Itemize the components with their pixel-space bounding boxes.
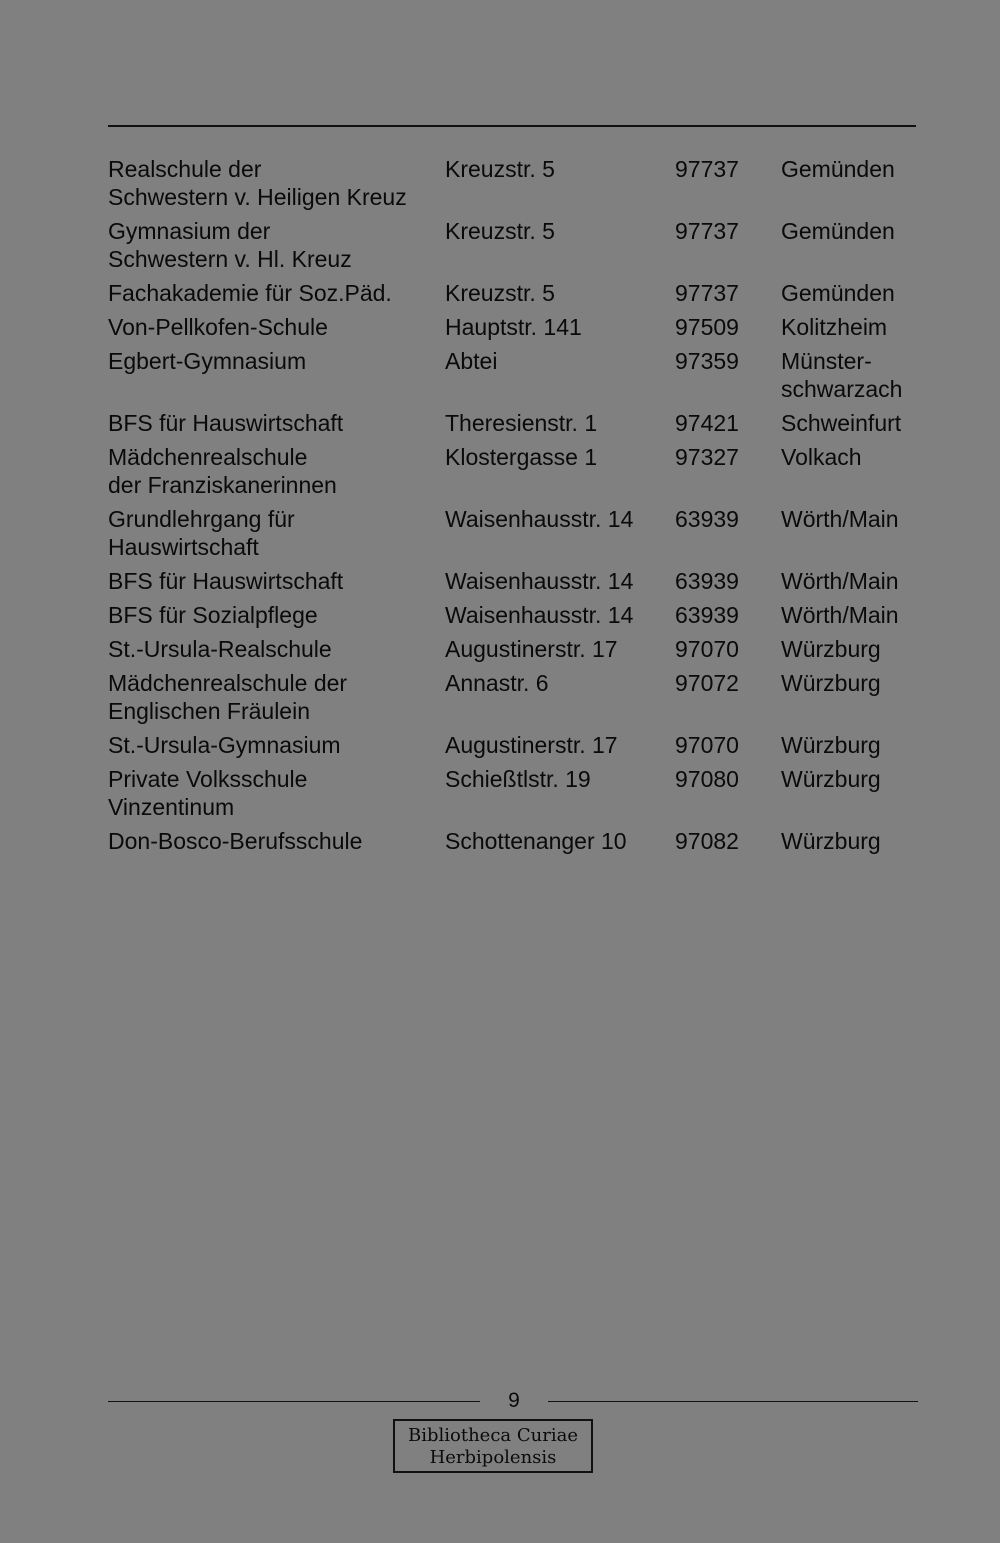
table-row: [108, 635, 928, 663]
postal-code-text: 63939: [675, 602, 739, 628]
school-name-line: der Franziskanerinnen: [108, 472, 337, 498]
city: [781, 409, 928, 437]
school-name-line: Fachakademie für Soz.Päd.: [108, 280, 392, 306]
street-address: [445, 313, 675, 341]
table-row: [108, 669, 928, 725]
street-address: [445, 347, 675, 375]
postal-code: [675, 443, 781, 471]
school-name-line: Don-Bosco-Berufsschule: [108, 828, 363, 854]
street-address-text: Waisenhausstr. 14: [445, 602, 634, 628]
school-name: [108, 765, 445, 821]
table-row: [108, 217, 928, 273]
postal-code: [675, 601, 781, 629]
table-row: [108, 347, 928, 403]
postal-code-text: 97070: [675, 636, 739, 662]
school-name-line: Mädchenrealschule: [108, 444, 308, 470]
school-name-line: Schwestern v. Hl. Kreuz: [108, 246, 352, 272]
street-address-text: Schießtlstr. 19: [445, 766, 591, 792]
city-line: Würzburg: [781, 670, 881, 696]
footer-rule-left: [108, 1401, 480, 1402]
school-name: [108, 567, 445, 595]
postal-code: [675, 313, 781, 341]
table-row: [108, 313, 928, 341]
school-name: [108, 505, 445, 561]
top-rule: [108, 125, 916, 127]
table-row: [108, 155, 928, 211]
city: [781, 567, 928, 595]
street-address-text: Hauptstr. 141: [445, 314, 582, 340]
school-address-table: [108, 155, 928, 861]
postal-code: [675, 155, 781, 183]
street-address-text: Kreuzstr. 5: [445, 218, 555, 244]
table-row: [108, 567, 928, 595]
postal-code: [675, 731, 781, 759]
city-line: Wörth/Main: [781, 602, 899, 628]
street-address: [445, 217, 675, 245]
school-name-line: BFS für Hauswirtschaft: [108, 568, 344, 594]
city: [781, 279, 928, 307]
street-address-text: Kreuzstr. 5: [445, 156, 555, 182]
postal-code-text: 97072: [675, 670, 739, 696]
school-name-line: Schwestern v. Heiligen Kreuz: [108, 184, 407, 210]
street-address-text: Theresienstr. 1: [445, 410, 598, 436]
city: [781, 601, 928, 629]
city: [781, 155, 928, 183]
street-address: [445, 827, 675, 855]
school-name-line: Von-Pellkofen-Schule: [108, 314, 328, 340]
city-line: Münster-: [781, 348, 872, 374]
city: [781, 505, 928, 533]
postal-code: [675, 505, 781, 533]
school-name-line: Gymnasium der: [108, 218, 271, 244]
postal-code: [675, 347, 781, 375]
postal-code: [675, 217, 781, 245]
city-line: Würzburg: [781, 828, 881, 854]
postal-code-text: 97737: [675, 280, 739, 306]
table-row: [108, 279, 928, 307]
city: [781, 313, 928, 341]
street-address: [445, 669, 675, 697]
street-address-text: Augustinerstr. 17: [445, 636, 618, 662]
school-name: [108, 409, 445, 437]
table-row: [108, 505, 928, 561]
stamp-line-2: Herbipolensis: [429, 1447, 557, 1468]
footer-rule-right: [548, 1401, 918, 1402]
school-name-line: Egbert-Gymnasium: [108, 348, 307, 374]
postal-code-text: 97737: [675, 156, 739, 182]
street-address: [445, 505, 675, 533]
school-name-line: St.-Ursula-Realschule: [108, 636, 332, 662]
school-name: [108, 217, 445, 273]
table-row: [108, 731, 928, 759]
table-row: [108, 765, 928, 821]
street-address: [445, 279, 675, 307]
school-name: [108, 731, 445, 759]
school-name: [108, 279, 445, 307]
street-address-text: Kreuzstr. 5: [445, 280, 555, 306]
postal-code-text: 97421: [675, 410, 739, 436]
school-name: [108, 669, 445, 725]
street-address: [445, 443, 675, 471]
school-name-line: St.-Ursula-Gymnasium: [108, 732, 341, 758]
city: [781, 827, 928, 855]
postal-code: [675, 765, 781, 793]
library-stamp: [393, 1419, 593, 1473]
postal-code-text: 97070: [675, 732, 739, 758]
table-row: [108, 409, 928, 437]
city-line: Würzburg: [781, 766, 881, 792]
city: [781, 217, 928, 245]
city-line: Wörth/Main: [781, 568, 899, 594]
street-address: [445, 601, 675, 629]
school-name: [108, 347, 445, 375]
postal-code-text: 97737: [675, 218, 739, 244]
city-line: Würzburg: [781, 636, 881, 662]
school-name-line: Mädchenrealschule der: [108, 670, 348, 696]
city: [781, 731, 928, 759]
street-address: [445, 567, 675, 595]
school-name-line: Hauswirtschaft: [108, 534, 259, 560]
city: [781, 765, 928, 793]
city-line: Wörth/Main: [781, 506, 899, 532]
school-name-line: Grundlehrgang für: [108, 506, 295, 532]
street-address-text: Waisenhausstr. 14: [445, 506, 634, 532]
city: [781, 669, 928, 697]
city-line: schwarzach: [781, 376, 903, 402]
city-line: Gemünden: [781, 280, 895, 306]
street-address-text: Waisenhausstr. 14: [445, 568, 634, 594]
city-line: Gemünden: [781, 218, 895, 244]
postal-code-text: 63939: [675, 568, 739, 594]
street-address-text: Schottenanger 10: [445, 828, 627, 854]
postal-code-text: 63939: [675, 506, 739, 532]
school-name: [108, 601, 445, 629]
postal-code: [675, 669, 781, 697]
street-address: [445, 155, 675, 183]
city-line: Würzburg: [781, 732, 881, 758]
school-name-line: Realschule der: [108, 156, 262, 182]
school-name-line: Englischen Fräulein: [108, 698, 311, 724]
school-name-line: Private Volksschule: [108, 766, 308, 792]
postal-code: [675, 409, 781, 437]
street-address: [445, 765, 675, 793]
city-line: Gemünden: [781, 156, 895, 182]
street-address-text: Abtei: [445, 348, 498, 374]
school-name-line: BFS für Hauswirtschaft: [108, 410, 344, 436]
street-address-text: Augustinerstr. 17: [445, 732, 618, 758]
school-name: [108, 635, 445, 663]
table-row: [108, 827, 928, 855]
city: [781, 635, 928, 663]
postal-code: [675, 635, 781, 663]
city: [781, 443, 928, 471]
postal-code-text: 97080: [675, 766, 739, 792]
postal-code: [675, 279, 781, 307]
school-name-line: BFS für Sozialpflege: [108, 602, 318, 628]
page-number: 9: [508, 1389, 520, 1412]
table-row: [108, 443, 928, 499]
table-row: [108, 601, 928, 629]
page-footer: [108, 1388, 918, 1416]
postal-code: [675, 567, 781, 595]
city-line: Kolitzheim: [781, 314, 888, 340]
postal-code-text: 97509: [675, 314, 739, 340]
street-address-text: Annastr. 6: [445, 670, 549, 696]
city: [781, 347, 928, 403]
school-name: [108, 155, 445, 211]
city-line: Volkach: [781, 444, 862, 470]
postal-code-text: 97327: [675, 444, 739, 470]
street-address: [445, 409, 675, 437]
postal-code-text: 97359: [675, 348, 739, 374]
school-name: [108, 313, 445, 341]
street-address: [445, 731, 675, 759]
postal-code-text: 97082: [675, 828, 739, 854]
stamp-line-1: Bibliotheca Curiae: [408, 1425, 578, 1446]
school-name: [108, 827, 445, 855]
school-name-line: Vinzentinum: [108, 794, 235, 820]
school-name: [108, 443, 445, 499]
street-address: [445, 635, 675, 663]
postal-code: [675, 827, 781, 855]
city-line: Schweinfurt: [781, 410, 902, 436]
street-address-text: Klostergasse 1: [445, 444, 598, 470]
